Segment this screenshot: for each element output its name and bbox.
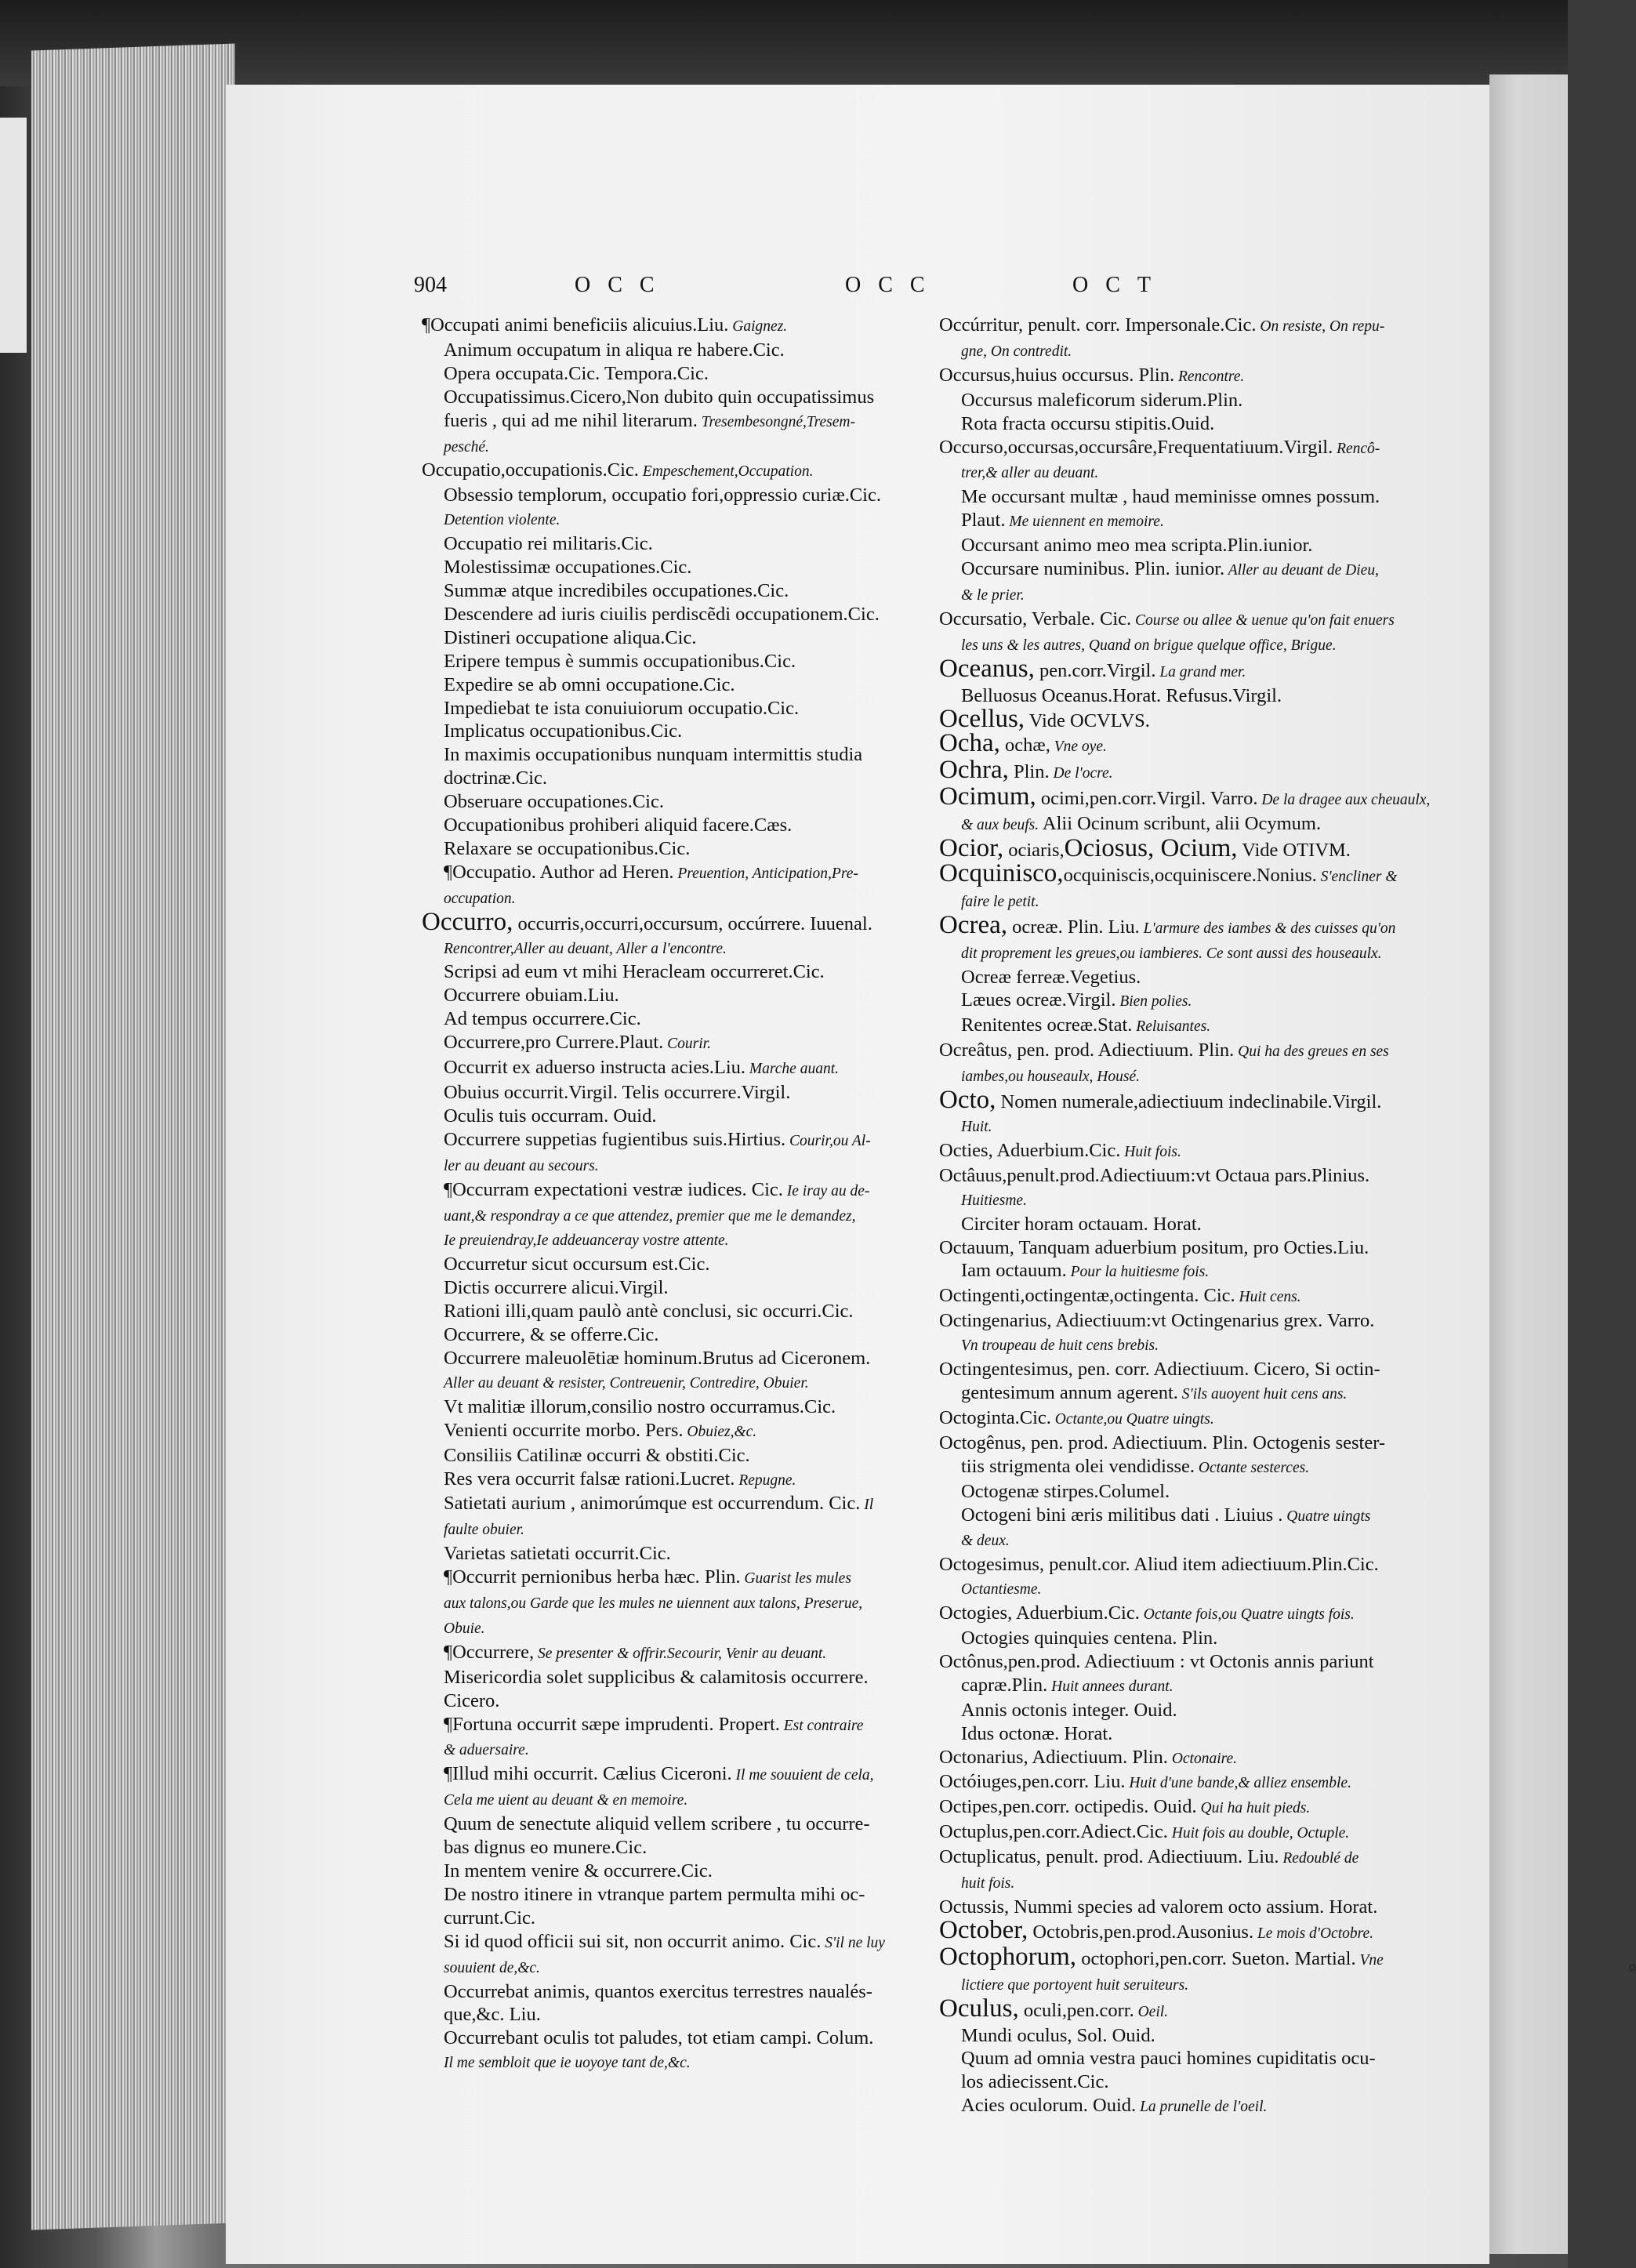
dictionary-line (939, 1333, 1484, 1358)
dictionary-line (939, 412, 1484, 436)
latin-text: ¶Illud mihi occurrit. Cælius Ciceroni. (444, 1763, 732, 1785)
latin-text: De nostro itinere in vtranque partem permulta mihi oc- (444, 1883, 865, 1905)
french-gloss: Huit cens. (1235, 1289, 1301, 1306)
dictionary-line (939, 1309, 1484, 1333)
running-head-left: OCC (575, 273, 672, 297)
dictionary-line (939, 1820, 1484, 1845)
french-gloss: De la dragee aux cheuaulx, (1257, 792, 1431, 809)
latin-text: Iam octauum. (961, 1260, 1067, 1282)
latin-text: Octogenæ stirpes.Columel. (961, 1480, 1170, 1502)
latin-text: Satietati aurium , animorúmque est occurrendum. Cic. (444, 1493, 861, 1515)
latin-text: Opera occupata.Cic. Tempora.Cic. (444, 362, 709, 384)
french-gloss: aux talons,ou Garde que les mules ne uiennent aux talons, Preserue, (444, 1595, 863, 1613)
latin-text: ociaris, (1003, 840, 1065, 862)
latin-text: Molestissimæ occupationes.Cic. (444, 557, 692, 579)
french-gloss: & aux beufs. (961, 817, 1039, 834)
french-gloss: S'il ne luy (821, 1934, 885, 1951)
dictionary-line (939, 1259, 1484, 1284)
latin-text: Ad tempus occurrere.Cic. (444, 1008, 641, 1030)
latin-text: occurris,occurri,occursum, occúrrere. Iuuenal. (513, 913, 872, 934)
latin-text: Animum occupatum in aliqua re habere.Cic. (444, 339, 785, 361)
latin-text: Mundi oculus, Sol. Ouid. (961, 2024, 1155, 2046)
dictionary-line (939, 436, 1484, 461)
headword: Oceanus, (939, 654, 1035, 683)
page-edges (31, 43, 235, 2230)
latin-text: Octônus,pen.prod. Adiectiuum : vt Octonis annis pariunt (939, 1650, 1374, 1672)
french-gloss: Bien polies. (1115, 993, 1192, 1011)
latin-text: Rationi illi,quam paulò antè conclusi, sic occurri.Cic. (444, 1301, 854, 1323)
latin-text: Occurrebat animis, quantos exercitus terrestres naualés- (444, 1980, 872, 2002)
headword: Ochra, (939, 756, 1009, 785)
latin-text: Occupatio,occupationis.Cic. (422, 459, 639, 481)
latin-text: Occursant animo meo mea scripta.Plin.iunior. (961, 535, 1313, 557)
latin-text: Obsessio templorum, occupatio fori,oppressio curiæ.Cic. (444, 484, 881, 506)
latin-text: Occursus,huius occursus. Plin. (939, 364, 1175, 386)
latin-text: Belluosus Oceanus.Horat. Refusus.Virgil. (961, 684, 1282, 706)
latin-text: ¶Occupatio. Author ad Heren. (444, 861, 674, 883)
dictionary-line (939, 1381, 1484, 1406)
latin-text: Læues ocreæ.Virgil. (961, 989, 1116, 1011)
latin-text: Cicero. (444, 1689, 500, 1711)
latin-text: Occupatissimus.Cicero,Non dubito quin occupatissimus (444, 386, 875, 408)
french-gloss: Qui ha des greues en ses (1234, 1043, 1389, 1061)
latin-text: ¶Fortuna occurrit sæpe imprudenti. Propert. (444, 1713, 780, 1735)
french-gloss: Octante,ou Quatre uingts. (1050, 1410, 1214, 1428)
headword: Ocimum, (939, 782, 1036, 811)
dictionary-line (939, 1770, 1484, 1795)
french-gloss: faulte obuier. (444, 1522, 524, 1539)
dictionary-line (939, 1650, 1484, 1674)
french-gloss: & deux. (961, 1533, 1010, 1550)
french-gloss: Huit. (961, 1119, 992, 1135)
latin-text: Octingenti,octingentæ,octingenta. Cic. (939, 1285, 1235, 1307)
latin-text: capræ.Plin. (961, 1674, 1048, 1696)
headword: Occurro, (422, 907, 513, 936)
french-gloss: Octantiesme. (961, 1581, 1042, 1598)
dictionary-line (939, 756, 1484, 786)
dictionary-line (939, 1577, 1484, 1602)
dictionary-line (939, 1528, 1484, 1553)
latin-text: Circiter horam octauam. Horat. (961, 1213, 1202, 1235)
latin-text: Plin. (1008, 761, 1050, 783)
latin-text: Quum ad omnia vestra pauci homines cupiditatis ocu- (961, 2048, 1376, 2070)
french-gloss: souuient de,&c. (444, 1959, 540, 1976)
french-gloss: Courir. (663, 1036, 711, 1053)
french-gloss: La prunelle de l'oeil. (1136, 2099, 1268, 2116)
french-gloss: Octante fois,ou Quatre uingts fois. (1139, 1606, 1355, 1624)
dictionary-page (226, 85, 1636, 2264)
latin-text: doctrinæ.Cic. (444, 767, 548, 789)
dictionary-line (939, 858, 1484, 889)
latin-text: Relaxare se occupationibus.Cic. (444, 837, 691, 859)
french-gloss: Octante sesterces. (1195, 1459, 1310, 1476)
latin-text: Implicatus occupationibus.Cic. (444, 720, 683, 742)
latin-text: Octogesimus, penult.cor. Aliud item adiectiuum.Plin.Cic. (939, 1554, 1379, 1576)
dictionary-line (939, 364, 1484, 389)
latin-text: Octussis, Nummi species ad valorem octo assium. Horat. (939, 1896, 1378, 1918)
latin-text: Occurrit ex aduerso instructa acies.Liu. (444, 1057, 746, 1079)
french-gloss: Vne oye. (1050, 738, 1107, 756)
latin-text: Octies, Aduerbium.Cic. (939, 1139, 1121, 1161)
french-gloss: Pour la huitiesme fois. (1066, 1264, 1210, 1281)
latin-text: Occursus maleficorum siderum.Plin. (961, 389, 1243, 411)
french-gloss: les uns & les autres, Quand on brigue quelque office, Brigue. (961, 637, 1337, 654)
dictionary-line (939, 460, 1484, 485)
french-gloss: uant,& respondray a ce que attendez, premier que me le demandez, (444, 1207, 856, 1225)
latin-text: Occurretur sicut occursum est.Cic. (444, 1254, 710, 1276)
latin-text: Octogies, Aduerbium.Cic. (939, 1602, 1140, 1624)
dictionary-line (939, 2070, 1484, 2094)
dictionary-line (939, 1284, 1484, 1309)
dictionary-line (939, 1358, 1484, 1381)
latin-text: Occúrritur, penult. corr. Impersonale.Cic. (939, 314, 1257, 336)
latin-text: Octoginta.Cic. (939, 1406, 1051, 1428)
french-gloss: lictiere que portoyent huit seruiteurs. (961, 1976, 1189, 1994)
french-gloss: pesché. (444, 438, 489, 455)
french-gloss: ler au deuant au secours. (444, 1157, 599, 1174)
page-number: 904 (414, 273, 447, 297)
paper-tab (0, 118, 27, 353)
dictionary-line (939, 1627, 1484, 1650)
dictionary-line (939, 782, 1484, 812)
latin-text: fueris , qui ad me nihil literarum. (444, 409, 698, 431)
french-gloss: Huit fois. (1120, 1143, 1181, 1160)
french-gloss: Il me souuient de cela, (731, 1767, 874, 1784)
french-gloss: Huit d'une bande,& alliez ensemble. (1125, 1775, 1351, 1792)
dictionary-line (939, 989, 1484, 1014)
latin-text: Quum de senectute aliquid vellem scribere , tu occurre- (444, 1813, 870, 1835)
french-gloss: Marche auant. (745, 1061, 840, 1078)
latin-text: Occurrere, & se offerre.Cic. (444, 1324, 659, 1346)
french-gloss: & aduersaire. (444, 1742, 529, 1759)
dictionary-line (939, 704, 1484, 733)
latin-text: Octuplicatus, penult. prod. Adiectiuum. Liu. (939, 1846, 1279, 1868)
dictionary-line (939, 534, 1484, 557)
dictionary-line (939, 1795, 1484, 1820)
dictionary-line (939, 941, 1484, 966)
latin-text: Alii Ocinum scribunt, alii Ocymum. (1039, 813, 1322, 835)
latin-text: Vt malitiæ illorum,consilio nostro occurramus.Cic. (444, 1395, 836, 1417)
latin-text: Distineri occupatione aliqua.Cic. (444, 626, 697, 648)
signature-mark: o (1629, 1958, 1636, 1974)
latin-text: Vide OCVLVS. (1025, 709, 1150, 731)
latin-text: Venienti occurrite morbo. Pers. (444, 1419, 684, 1441)
dictionary-line (939, 1014, 1484, 1039)
latin-text: Occurso,occursas,occursâre,Frequentatiuum.Virgil. (939, 436, 1333, 458)
latin-text: Misericordia solet supplicibus & calamitosis occurrere. (444, 1666, 869, 1688)
latin-text: ocreæ. Plin. Liu. (1007, 916, 1140, 938)
headword: Octophorum, (939, 1942, 1077, 1971)
latin-text: Si id quod officii sui sit, non occurrit animo. Cic. (444, 1930, 822, 1952)
dictionary-line (939, 389, 1484, 412)
latin-text: ochæ, (999, 735, 1050, 757)
latin-text: tiis strigmenta olei vendidisse. (961, 1455, 1195, 1477)
latin-text: Oculis tuis occurram. Ouid. (444, 1105, 657, 1127)
dictionary-line (939, 1746, 1484, 1771)
french-gloss: Repugne. (735, 1471, 796, 1489)
dictionary-line (939, 889, 1484, 914)
latin-text: Dictis occurrere alicui.Virgil. (444, 1277, 669, 1299)
french-gloss: Reluisantes. (1132, 1018, 1211, 1036)
dictionary-line (939, 1699, 1484, 1722)
french-gloss: Detention violente. (444, 512, 560, 529)
latin-text: Octauum, Tanquam aduerbium positum, pro Octies.Liu. (939, 1236, 1369, 1258)
dictionary-line (939, 1602, 1484, 1627)
dictionary-line (939, 1480, 1484, 1504)
latin-text: Obuius occurrit.Virgil. Telis occurrere.Virgil. (444, 1082, 791, 1103)
french-gloss: dit proprement les greues,ou iambieres. Ce sont aussi des houseaulx. (961, 945, 1382, 962)
latin-text: Consiliis Catilinæ occurri & obstiti.Cic. (444, 1444, 750, 1466)
running-head-right: OCT (1072, 273, 1168, 297)
latin-text: currunt.Cic. (444, 1907, 536, 1929)
latin-text: Nomen numerale,adiectiuum indeclinabile.Virgil. (996, 1091, 1382, 1113)
latin-text: In mentem venire & occurrere.Cic. (444, 1860, 713, 1882)
dictionary-line (939, 485, 1484, 509)
dictionary-line (939, 654, 1484, 684)
french-gloss: huit fois. (961, 1875, 1015, 1892)
french-gloss: Guarist les mules (740, 1570, 851, 1588)
latin-text: bas dignus eo munere.Cic. (444, 1837, 648, 1859)
french-gloss: Rencontre. (1174, 368, 1245, 385)
french-gloss: Course ou allee & uenue qu'on fait enuers (1131, 611, 1395, 629)
french-gloss: Cela me uient au deuant & en memoire. (444, 1792, 688, 1809)
french-gloss: Octonaire. (1167, 1750, 1238, 1767)
right-column (939, 314, 1484, 2119)
latin-text: Expedire se ab omni occupatione.Cic. (444, 673, 735, 695)
latin-text: Octuplus,pen.corr.Adiect.Cic. (939, 1821, 1168, 1843)
dictionary-line (939, 2047, 1484, 2070)
headword: Ociosus, Ocium, (1064, 834, 1238, 863)
french-gloss: Vn troupeau de huit cens brebis. (961, 1337, 1159, 1355)
running-head-center: OCC (845, 273, 942, 297)
latin-text: Occupatio rei militaris.Cic. (444, 533, 653, 555)
french-gloss: Oeil. (1134, 2003, 1169, 2020)
french-gloss: trer,& aller au deuant. (961, 465, 1099, 482)
latin-text: Octipes,pen.corr. octipedis. Ouid. (939, 1796, 1197, 1818)
latin-text: ¶Occurrit pernionibus herba hæc. Plin. (444, 1566, 741, 1588)
dictionary-line (939, 314, 1484, 339)
french-gloss: Obuiez,&c. (683, 1423, 757, 1440)
french-gloss: S'encliner & (1316, 868, 1398, 885)
french-gloss: On resiste, On repu- (1256, 318, 1385, 335)
latin-text: Obseruare occupationes.Cic. (444, 791, 664, 813)
latin-text: Octobris,pen.prod.Ausonius. (1028, 1921, 1254, 1943)
dictionary-line (939, 509, 1484, 534)
dictionary-line (939, 1064, 1484, 1089)
latin-text: Renitentes ocreæ.Stat. (961, 1014, 1133, 1036)
latin-text: octophori,pen.corr. Sueton. Martial. (1076, 1947, 1356, 1969)
dictionary-line (939, 1504, 1484, 1529)
latin-text: ocimi,pen.corr.Virgil. Varro. (1036, 788, 1258, 810)
french-gloss: Le mois d'Octobre. (1253, 1925, 1374, 1942)
french-gloss: Ie preuiendray,Ie addeuanceray vostre attente. (444, 1232, 729, 1250)
dictionary-line (939, 1915, 1484, 1946)
dictionary-line (939, 1674, 1484, 1699)
latin-text: Vide OTIVM. (1237, 840, 1351, 862)
dictionary-line (939, 966, 1484, 989)
latin-text: Scripsi ad eum vt mihi Heracleam occurreret.Cic. (444, 961, 825, 983)
french-gloss: Il me sembloit que ie uoyoye tant de,&c. (444, 2055, 691, 2072)
dictionary-line (939, 1942, 1484, 1972)
latin-text: Acies oculorum. Ouid. (961, 2095, 1137, 2117)
headword: Ocquinisco, (939, 858, 1064, 887)
french-gloss: Il (860, 1497, 874, 1514)
latin-text: Octogeni bini æris militibus dati . Liuius . (961, 1504, 1283, 1526)
french-gloss: Huitiesme. (961, 1192, 1027, 1209)
latin-text: Eripere tempus è summis occupationibus.Cic. (444, 650, 796, 672)
dictionary-line (939, 1553, 1484, 1577)
french-gloss: faire le petit. (961, 893, 1039, 910)
french-gloss: Redoublé de (1279, 1850, 1359, 1867)
french-gloss: La grand mer. (1155, 663, 1246, 680)
latin-text: ¶Occurrere, (444, 1641, 535, 1663)
dictionary-line (939, 1213, 1484, 1236)
dictionary-line (939, 1086, 1484, 1115)
latin-text: Occurrere,pro Currere.Plaut. (444, 1032, 664, 1054)
french-gloss: Aller au deuant de Dieu, (1224, 562, 1379, 579)
headword: Ocrea, (939, 910, 1008, 939)
french-gloss: Huit fois au double, Octuple. (1167, 1825, 1350, 1842)
french-gloss: Est contraire (779, 1717, 864, 1734)
dictionary-line (939, 1972, 1484, 1998)
latin-text: ¶Occurram expectationi vestræ iudices. Cic. (444, 1178, 783, 1200)
page-header (226, 273, 1489, 312)
dictionary-line (939, 557, 1484, 582)
latin-text: oculi,pen.corr. (1018, 1999, 1134, 2021)
latin-text: Me occursant multæ , haud meminisse omnes possum. (961, 486, 1380, 508)
french-gloss: Vne (1355, 1951, 1384, 1969)
dictionary-line (939, 1871, 1484, 1896)
latin-text: Occursare numinibus. Plin. iunior. (961, 558, 1225, 580)
latin-text: Ocreâtus, pen. prod. Adiectiuum. Plin. (939, 1040, 1235, 1061)
dictionary-line (939, 1139, 1484, 1164)
dictionary-line (939, 2024, 1484, 2048)
latin-text: Octingenarius, Adiectiuum:vt Octingenarius grex. Varro. (939, 1310, 1375, 1332)
latin-text: Rota fracta occursu stipitis.Ouid. (961, 412, 1215, 434)
dictionary-line (939, 729, 1484, 759)
latin-text: Octâuus,penult.prod.Adiectiuum:vt Octaua pars.Plinius. (939, 1164, 1370, 1186)
dictionary-line (939, 582, 1484, 608)
facing-page-edge (1489, 74, 1568, 2254)
dictionary-line (939, 1188, 1484, 1213)
french-gloss: De l'ocre. (1049, 765, 1113, 782)
latin-text: Descendere ad iuris ciuilis perdiscẽdi occupationem.Cic. (444, 603, 880, 625)
french-gloss: Obuie. (444, 1620, 485, 1637)
latin-text: gentesimum annum agerent. (961, 1381, 1178, 1403)
latin-text: Varietas satietati occurrit.Cic. (444, 1543, 671, 1565)
french-gloss: Se presenter & offrir.Secourir, Venir au deuant. (534, 1645, 827, 1662)
latin-text: Occurrere maleuolētiæ hominum.Brutus ad Ciceronem. (444, 1347, 871, 1369)
latin-text: Occurrere suppetias fugientibus suis.Hirtius. (444, 1128, 786, 1150)
dictionary-line (939, 910, 1484, 941)
headword: Oculus, (939, 1994, 1019, 2023)
french-gloss: Qui ha huit pieds. (1196, 1800, 1311, 1817)
french-gloss: & le prier. (961, 586, 1025, 604)
latin-text: pen.corr.Virgil. (1034, 659, 1156, 681)
dictionary-line (939, 1039, 1484, 1064)
top-shadow (0, 0, 1568, 86)
latin-text: Occurrebant oculis tot paludes, tot etiam campi. Colum. (444, 2027, 874, 2049)
french-gloss: Aller au deuant & resister, Contreuenir, Contredire, Obuier. (444, 1374, 809, 1392)
french-gloss: iambes,ou houseaulx, Housé. (961, 1069, 1141, 1086)
headword: Ocellus, (939, 704, 1025, 733)
headword: Ocior, (939, 834, 1004, 863)
latin-text: Occursatio, Verbale. Cic. (939, 608, 1132, 630)
latin-text: Impediebat te ista conuiuiorum occupatio.Cic. (444, 697, 800, 719)
french-gloss: Rencô- (1333, 440, 1380, 457)
dictionary-line (939, 2094, 1484, 2119)
dictionary-line (939, 1114, 1484, 1139)
dictionary-line (939, 1845, 1484, 1871)
dictionary-line (939, 1722, 1484, 1746)
latin-text: ocquiniscis,ocquiniscere.Nonius. (1063, 864, 1317, 886)
latin-text: Octingentesimus, pen. corr. Adiectiuum. Cicero, Si octin- (939, 1359, 1380, 1381)
latin-text: Occupationibus prohiberi aliquid facere.Cæs. (444, 815, 793, 836)
latin-text: Occurrere obuiam.Liu. (444, 985, 619, 1007)
latin-text: Octogies quinquies centena. Plin. (961, 1628, 1218, 1649)
latin-text: Summæ atque incredibiles occupationes.Cic. (444, 579, 789, 601)
latin-text: Octonarius, Adiectiuum. Plin. (939, 1746, 1168, 1768)
dictionary-line (939, 1432, 1484, 1455)
dictionary-line (939, 1406, 1484, 1432)
dictionary-line (939, 1455, 1484, 1480)
french-gloss: Courir,ou Al- (785, 1132, 871, 1149)
french-gloss: gne, On contredit. (961, 343, 1072, 360)
latin-text: Res vera occurrit falsæ rationi.Lucret. (444, 1468, 735, 1490)
latin-text: Octóiuges,pen.corr. Liu. (939, 1771, 1126, 1793)
french-gloss: Tresembesongné,Tresem- (697, 413, 855, 430)
latin-text: los adiecissent.Cic. (961, 2071, 1109, 2093)
french-gloss: Ie iray au de- (782, 1182, 870, 1199)
latin-text: Plaut. (961, 510, 1006, 532)
latin-text: ¶Occupati animi beneficiis alicuius.Liu. (422, 314, 729, 336)
latin-text: Octogênus, pen. prod. Adiectiuum. Plin. Octogenis sester- (939, 1432, 1386, 1453)
dictionary-line (939, 339, 1484, 364)
french-gloss: Quatre uingts (1282, 1508, 1371, 1525)
headword: Ocha, (939, 729, 1000, 758)
french-gloss: L'armure des iambes & des cuisses qu'on (1139, 920, 1396, 937)
dictionary-line (939, 1164, 1484, 1188)
headword: Octo, (939, 1086, 996, 1115)
latin-text: In maximis occupationibus nunquam intermittis studia (444, 744, 863, 766)
latin-text: Annis octonis integer. Ouid. (961, 1699, 1177, 1721)
latin-text: Idus octonæ. Horat. (961, 1722, 1113, 1744)
headword: October, (939, 1915, 1028, 1944)
french-gloss: Empeschement,Occupation. (638, 463, 814, 481)
french-gloss: S'ils auoyent huit cens ans. (1177, 1385, 1348, 1403)
dictionary-line (939, 608, 1484, 633)
latin-text: que,&c. Liu. (444, 2004, 541, 2026)
dictionary-line (939, 1236, 1484, 1260)
latin-text: Ocreæ ferreæ.Vegetius. (961, 966, 1141, 988)
french-gloss: Me uiennent en memoire. (1005, 513, 1164, 531)
french-gloss: Gaignez. (728, 318, 788, 335)
french-gloss: Preuention, Anticipation,Pre- (673, 865, 858, 882)
french-gloss: Rencontrer,Aller au deuant, Aller a l'encontre. (444, 940, 727, 957)
french-gloss: occupation. (444, 890, 516, 907)
french-gloss: Huit annees durant. (1047, 1678, 1173, 1695)
dictionary-line (939, 1994, 1484, 2024)
